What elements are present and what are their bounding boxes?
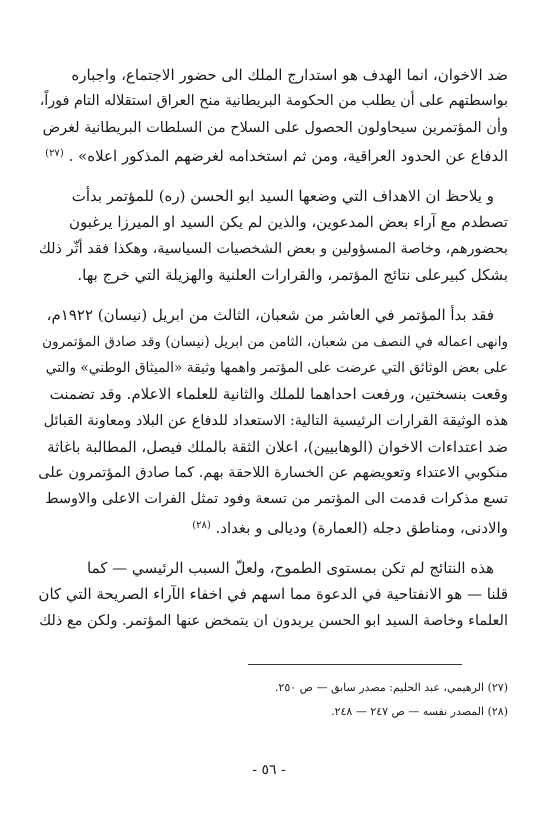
text-line: منكوبي الاعتداء وتعويضهم عن الخسارة اللاحقة بهم. كما صادق المؤتمرون على [38,465,508,482]
citation-28: (٢٨) [192,519,211,531]
text-line: بشكل كبيرعلى نتائج المؤتمر، والقرارات العلنية والهزيلة التي خرج بها. [77,266,508,285]
text-line: وانهى اعماله في النصف من شعبان، الثامن من ابريل (نيسان) وقد صادق المؤتمرون [42,333,508,350]
text-line: ضد الاخوان، انما الهدف هو استدارج الملك الى حضور الاجتماع، واجباره [71,66,508,84]
text-line: العلماء وخاصة السيد ابو الحسن يريدون ان يتمخض عنها المؤتمر. ولكن مع ذلك [39,612,508,629]
text-line: بواسطتهم على أن يطلب من الحكومة البريطانية منح العراق استقلاله التام فوراً، [39,93,508,110]
text-line: على بعض الوثائق التي عرضت على المؤتمر واهمها وثيقة «الميثاق الوطني» والتي [45,359,508,376]
paragraph-2 [38,183,508,288]
text-line: وقعت بنسختين، ورفعت احداهما للملك والثانية للعلماء الاعلام. وقد تضمنت [49,385,508,404]
text-line [38,513,508,541]
text-line: تسع مذكرات قدمت الى المؤتمر من تسعة وفود تمثل الفرات الاعلى والاوسط [45,491,508,508]
text-line-body: الدفاع عن الحدود العراقية، ومن ثم استخدامه لغرضهم المذكور اعلاه» . [68,146,508,165]
footnote-divider [248,664,462,665]
text-line: تصطدم مع آراء بعض المدعوين، والذين لم يكن السيد او الميرزا يرغبون [69,213,508,232]
footnote-27: (٢٧) الرهيمي، عبد الحليم: مصدر سابق — ص ٢٥٠. [274,681,508,694]
page-number: - ٥٦ - [252,762,286,778]
text-line: بحضورهم، وخاصة المسؤولين و بعض الشخصيات السياسية، وهكذا فقد أثّر ذلك [38,240,508,257]
text-line: فقد بدأ المؤتمر في العاشر من شعبان، الثالث من ابريل (نيسان) ١٩٢٢م، [46,306,494,325]
citation-27: (٢٧) [45,147,64,159]
text-line: قلنا — هو الانفتاحية في الدعوة مما اسهم في اخفاء الآراء الصريحة التي كان [38,585,508,604]
text-line: وأن المؤتمرين سيحاولون الحصول على السلاح من السلطات البريطانية لغرض [42,119,508,136]
footnote-28: (٢٨) المصدر نفسه — ص ٢٤٧ — ٢٤٨. [331,705,508,718]
paragraph-1 [38,62,508,169]
text-line: هذه النتائج لم تكن بمستوى الطموح، ولعلّ السبب الرئيسي — كما [87,559,494,578]
text-line [38,141,508,169]
main-text [38,62,508,648]
text-line: ضد اعتداءات الاخوان (الوهابيين)، اعلان الثقة بالملك فيصل، المطالبة باغاثة [47,437,508,456]
text-line: و يلاحظ ان الاهداف التي وضعها السيد ابو الحسن (ره) للمؤتمر بدأت [71,187,494,206]
paragraph-3 [38,302,508,541]
text-line: هذه الوثيقة القرارات الرئيسية التالية: الاستعداد للدفاع عن البلاد ومعاونة القبائل [43,412,508,429]
paragraph-4 [38,555,508,634]
footnotes [48,676,508,724]
text-line-body: والادنى، ومناطق دجله (العمارة) وديالى و بغداد. [215,518,508,537]
